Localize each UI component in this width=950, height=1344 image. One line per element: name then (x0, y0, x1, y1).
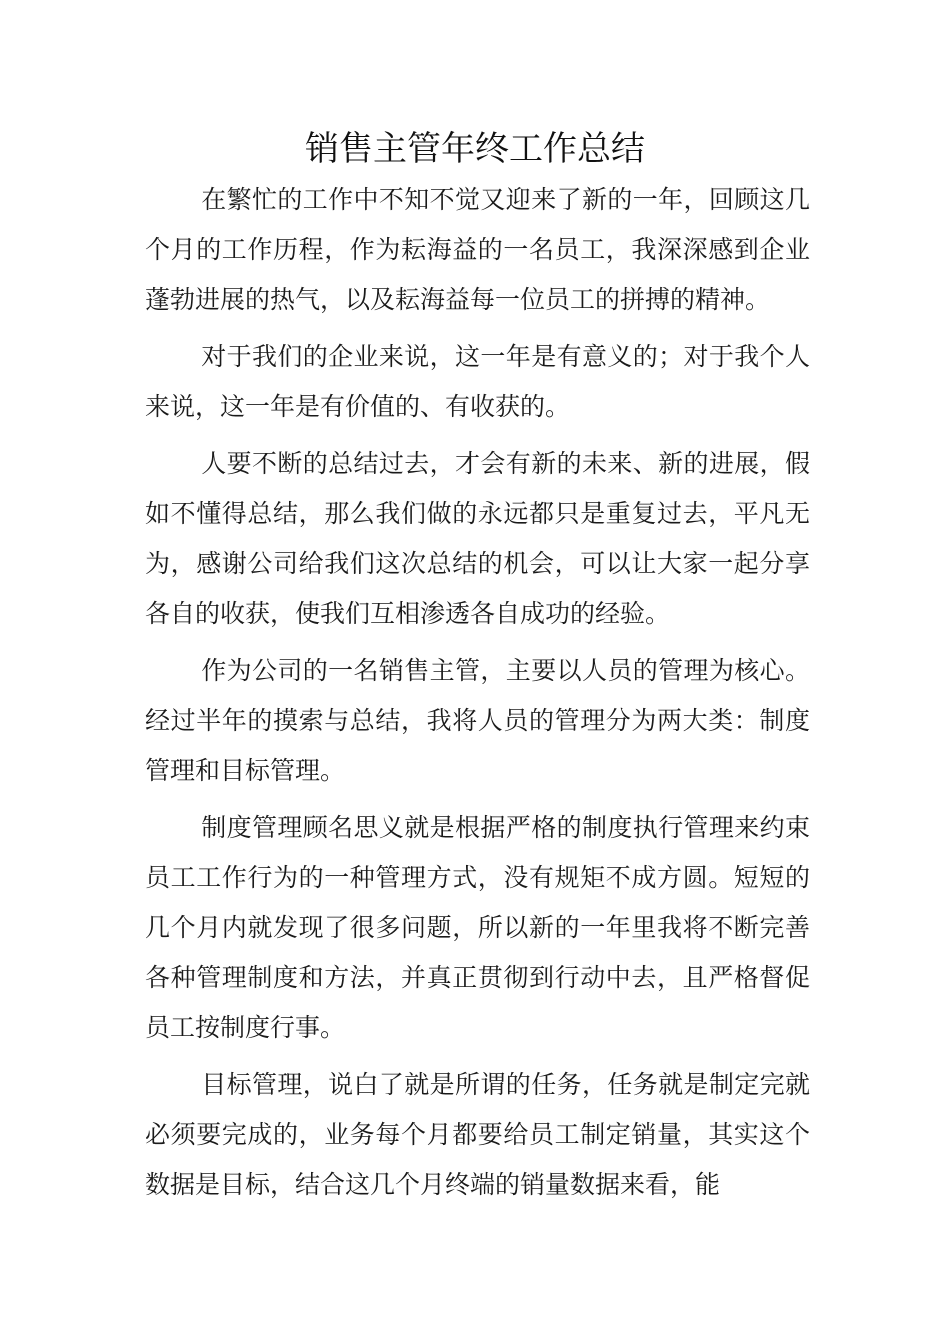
paragraph-4: 作为公司的一名销售主管，主要以人员的管理为核心。经过半年的摸索与总结，我将人员的管理分为两大类：制度管理和目标管理。 (145, 656, 810, 785)
paragraph-3: 人要不断的总结过去，才会有新的未来、新的进展，假如不懂得总结，那么我们做的永远都只是重复过去，平凡无为，感谢公司给我们这次总结的机会，可以让大家一起分享各自的收获，使我们互相渗透各自成功的经验。 (145, 449, 810, 628)
document-body (145, 175, 810, 1217)
document-title: 销售主管年终工作总结 (305, 129, 645, 169)
paragraph-2: 对于我们的企业来说，这一年是有意义的；对于我个人来说，这一年是有价值的、有收获的。 (145, 342, 810, 421)
paragraph-6: 目标管理，说白了就是所谓的任务，任务就是制定完就必须要完成的，业务每个月都要给员工制定销量，其实这个数据是目标，结合这几个月终端的销量数据来看，能 (145, 1070, 810, 1199)
paragraph-5: 制度管理顾名思义就是根据严格的制度执行管理来约束员工工作行为的一种管理方式，没有规矩不成方圆。短短的几个月内就发现了很多问题，所以新的一年里我将不断完善各种管理制度和方法，并真正贯彻到行动中去，且严格督促员工按制度行事。 (145, 813, 810, 1042)
paragraph-1: 在繁忙的工作中不知不觉又迎来了新的一年，回顾这几个月的工作历程，作为耘海益的一名员工，我深深感到企业蓬勃进展的热气，以及耘海益每一位员工的拼搏的精神。 (145, 185, 810, 314)
